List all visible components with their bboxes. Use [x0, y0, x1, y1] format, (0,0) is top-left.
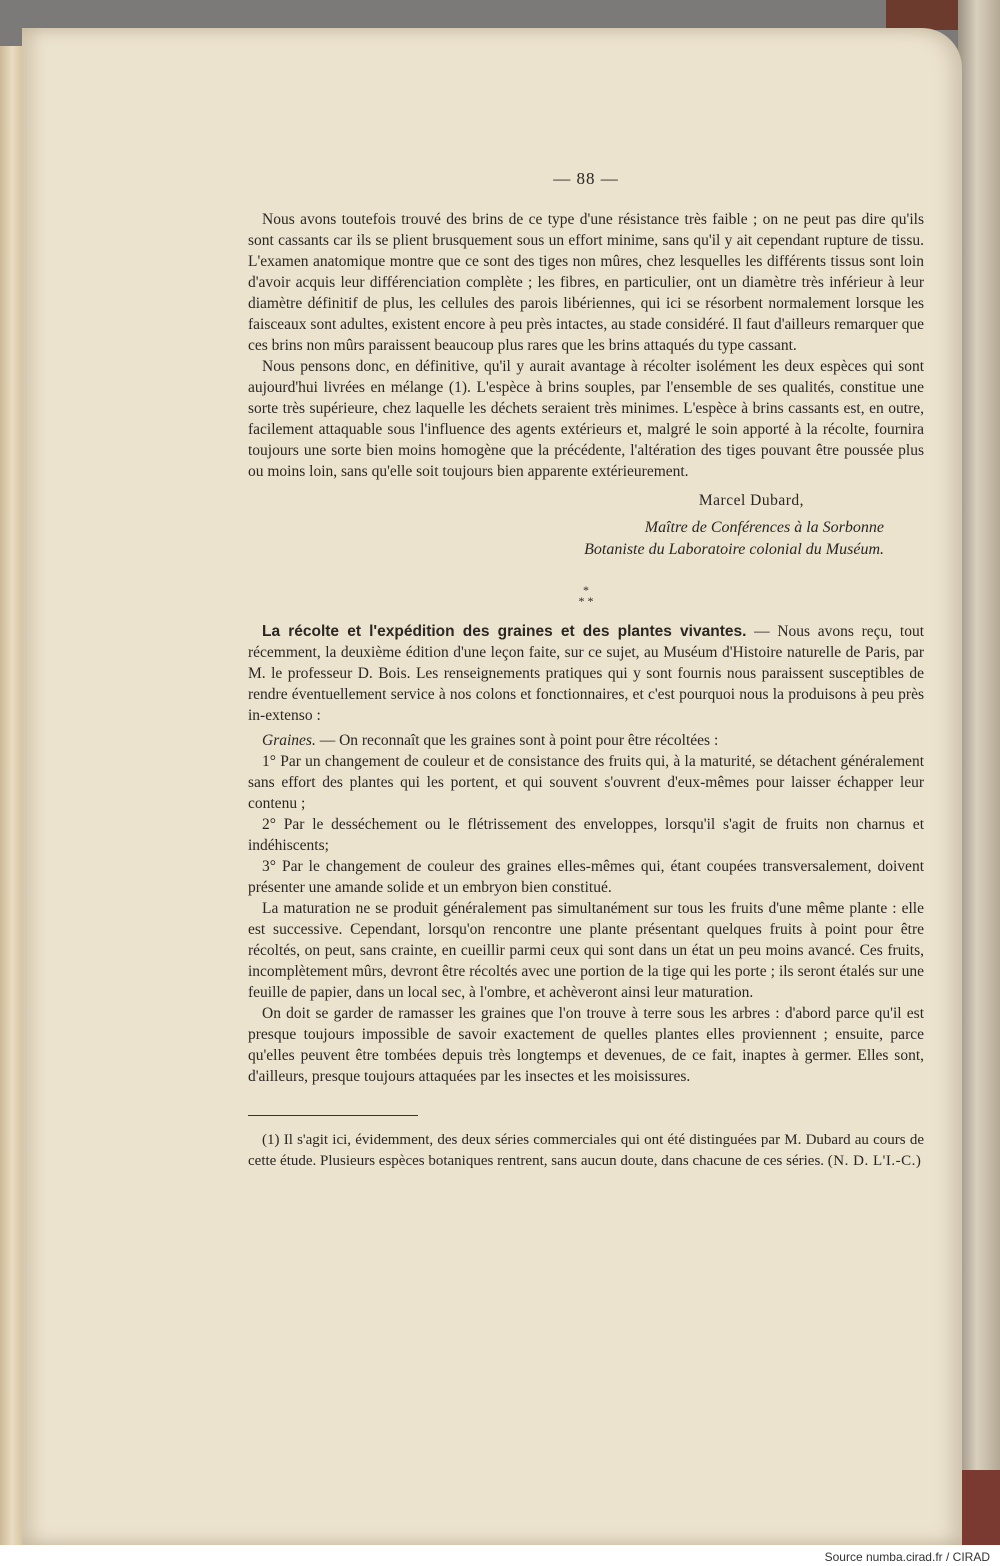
- asterism-top: *: [583, 583, 589, 597]
- footnote-text: (1) Il s'agit ici, évidemment, des deux séries commerciales qui ont été distinguées par M. Dubard au cours de cette étude. Plusieurs espèces botaniques rentrent, sans aucun doute, dans chacune de ces séries.: [248, 1132, 924, 1169]
- paragraph: Nous pensons donc, en définitive, qu'il y aurait avantage à récolter isolément les deux espèces qui sont aujourd'hui livrées en mélange (1). L'espèce à brins souples, par l'ensemble de ses qualités, constitue une sorte très supérieure, chez laquelle les déchets seraient très minimes. L'espèce à brins cassants est, en outre, facilement attaquable sous l'influence des agents extérieurs et, malgré le soin apporté à la récolte, fournira toujours une sorte bien moins homogène que la précédente, l'altération des tiges pouvant être poussée plus ou moins loin, sans qu'elle soit toujours bien apparente extérieurement.: [248, 358, 924, 480]
- graines-intro: [248, 730, 924, 751]
- footnote: [248, 1130, 924, 1172]
- list-item: 3° Par le changement de couleur des graines elles-mêmes qui, étant coupées transversalement, doivent présenter une amande solide et un embryon bien constitué.: [248, 858, 924, 896]
- author-name: Marcel Dubard,: [698, 492, 804, 509]
- asterism-bottom: * *: [578, 594, 594, 608]
- asterism: [248, 585, 924, 607]
- paragraph: La maturation ne se produit généralement pas simultanément sur tous les fruits d'une même plante : elle est successive. Cependant, lorsqu'on rencontre une plante présentant quelques fruits à point pour être récoltés, on peut, sans crainte, en cueillir parmi ceux qui sont dans un état un peu moins avancé. Ces fruits, incomplètement mûrs, devront être récoltés avec une portion de la tige qui les porte ; ils seront étalés sur une feuille de papier, dans un local sec, à l'ombre, et achèveront ainsi leur maturation.: [248, 900, 924, 1001]
- paragraph: On doit se garder de ramasser les graines que l'on trouve à terre sous les arbres : d'abord parce qu'il est presque toujours impossible de savoir exactement de quelles plantes elles proviennent ; ensuite, parce qu'elles peuvent être tombées depuis très longtemps et devenues, de ce fait, inaptes à germer. Elles sont, d'ailleurs, presque toujours attaquées par les insectes et les moisissures.: [248, 1005, 924, 1085]
- book-spine-edge: [0, 46, 22, 1545]
- list-item: 2° Par le desséchement ou le flétrissement des enveloppes, lorsqu'il s'agit de fruits non charnus et indéhiscents;: [248, 816, 924, 854]
- book-cover-edge: [886, 0, 966, 30]
- page-number: — 88 —: [553, 169, 619, 188]
- book-fore-edge: [958, 0, 1000, 1545]
- footnote-divider: [248, 1115, 418, 1116]
- list-item: 1° Par un changement de couleur et de consistance des fruits qui, à la maturité, se détachent généralement sans effort des plantes qui les portent, et qui souvent s'ouvrent d'eux-mêmes pour laisser échapper leur contenu ;: [248, 753, 924, 812]
- section-paragraph: [248, 621, 924, 726]
- graines-label: Graines.: [262, 732, 316, 749]
- section-lead: — Nous avons reçu, tout récemment, la deuxième édition d'une leçon faite, sur ce sujet, au Muséum d'Histoire naturelle de Paris, par M. le professeur D. Bois. Les renseignements pratiques qui y sont fournis nous paraissent susceptibles de rendre éventuellement service à nos colons et fonctionnaires, et c'est pourquoi nous la produisons à peu près in-extenso :: [248, 623, 924, 724]
- book-cover-edge-bottom: [960, 1470, 1000, 1545]
- graines-intro-text: — On reconnaît que les graines sont à point pour être récoltées :: [315, 732, 719, 749]
- source-credit: Source numba.cirad.fr / CIRAD: [824, 1550, 990, 1564]
- footnote-credit: (N. D. L'I.-C.): [827, 1153, 922, 1169]
- author-affiliation: Botaniste du Laboratoire colonial du Muséum.: [584, 541, 884, 558]
- paragraph: Nous avons toutefois trouvé des brins de ce type d'une résistance très faible ; on ne peut pas dire qu'ils sont cassants car ils se plient brusquement sous un effort minime, sans qu'il y ait cependant rupture de tissu. L'examen anatomique montre que ce sont des tiges non mûres, chez lesquelles les différents tissus sont loin d'avoir acquis leur différenciation complète ; les fibres, en particulier, ont un diamètre très inférieur à leur diamètre définitif de plus, les cellules des parois libériennes, qui ici se résorbent normalement lorsque les faisceaux sont adultes, existent encore à peu près intactes, au stade considéré. Il faut d'ailleurs remarquer que ces brins non mûrs paraissent beaucoup plus rares que les brins attaqués du type cassant.: [248, 211, 924, 354]
- page-content: [248, 168, 924, 1172]
- section-title: La récolte et l'expédition des graines et des plantes vivantes.: [262, 623, 747, 640]
- author-role: Maître de Conférences à la Sorbonne: [644, 519, 884, 536]
